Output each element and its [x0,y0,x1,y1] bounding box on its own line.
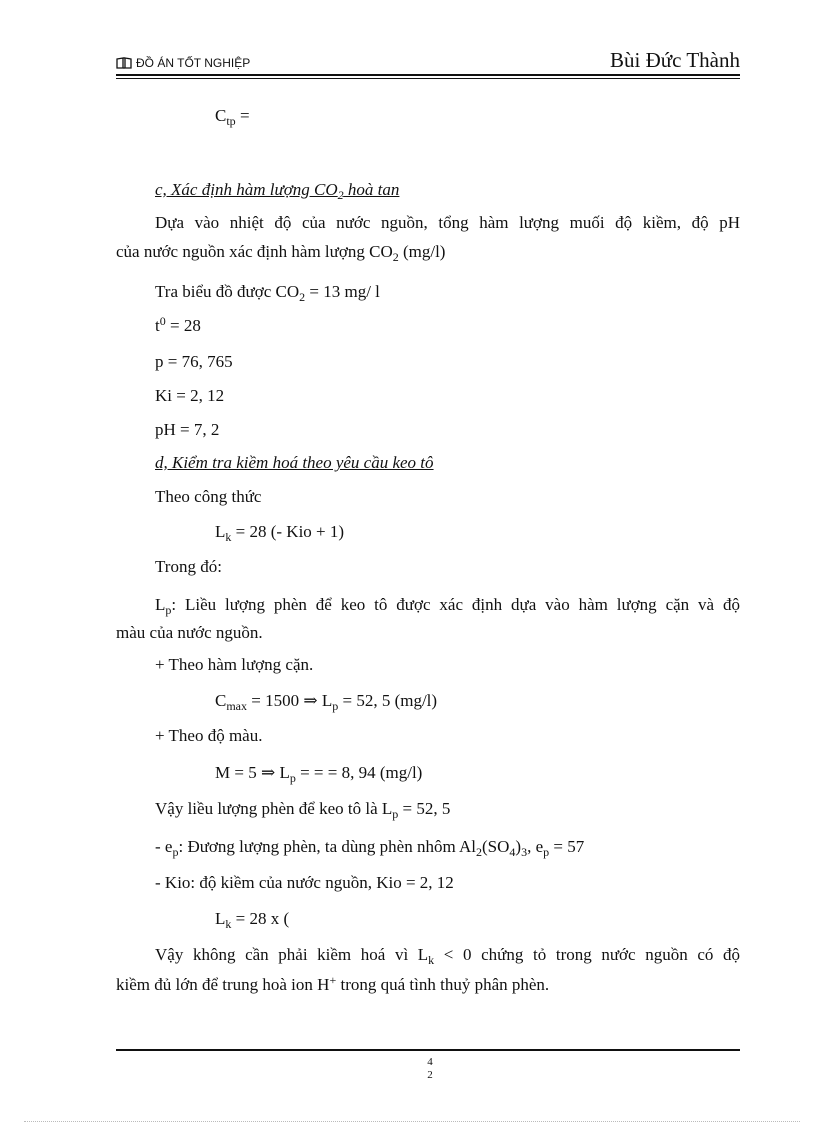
page-number-top: 4 [427,1056,433,1068]
lk-calc-line: $L_k = 28$ x ( [215,909,290,931]
page-edge-dots [24,1121,800,1122]
ph-line: pH = 7, 2 [155,420,220,439]
lp-desc-line1: $L_p$: Liều lượng phèn để keo tô được xác định dựa vào hàm lượng cặn và độ [155,595,740,617]
lp-desc-line2: màu của nước nguồn. [116,623,263,642]
tra-bieu-do-line: Tra biểu đồ được $CO_2 = 13$ mg/ l [155,282,380,304]
page-header [116,46,740,74]
ki-line: Ki = 2, 12 [155,386,225,405]
trong-do-line: Trong đó: [155,557,222,576]
cmax-line: $C_{max} = 1500$ ⇒ $L_p = 52$, 5 (mg/l) [215,691,438,713]
theo-do-mau-line: + Theo độ màu. [155,726,263,745]
t0-line: $t^0 = 28$ [155,314,201,335]
header-rule-thick [116,74,740,76]
page-number [420,1056,440,1082]
section-c-heading: c, Xác định hàm lượng $CO_2$ hoà tan [155,180,400,202]
para1-line2: của nước nguồn xác định hàm lượng $CO_2$ (mg/l) [116,242,446,264]
p-line: p = 76, 765 [155,352,233,371]
kio-line: - Kio: độ kiềm của nước nguồn, Kio = 2, 12 [155,873,454,892]
footer-rule [116,1049,740,1051]
m-equation: M = 5 ⇒ $L_p$ = = = 8, 94 (mg/l) [215,763,423,785]
header-left [116,56,250,70]
vay-lieu-luong-line: Vậy liều lượng phèn để keo tô là $L_p = 52$, 5 [155,799,451,821]
ep-line: - $e_p$: Đương lượng phèn, ta dùng phèn nhôm $Al_2(SO_4)_3$, $e_p = 57$ [155,837,585,859]
book-icon [116,57,132,69]
lk-formula: $L_k = 28$ (- Kio + 1) [215,522,345,544]
header-title: ĐỒ ÁN TỐT NGHIỆP [136,56,251,70]
section-d-heading: d, Kiểm tra kiềm hoá theo yêu cầu keo tô [155,453,434,472]
ctp-line: $C_{tp}$ = [215,106,250,128]
header-rule-thin [116,78,740,79]
page-number-bottom: 2 [427,1069,433,1081]
theo-ham-luong-line: + Theo hàm lượng cặn. [155,655,314,674]
theo-cong-thuc-line: Theo công thức [155,487,262,506]
conclusion-line1: Vậy không cần phải kiềm hoá vì $L_k < 0$ chứng tỏ trong nước nguồn có độ [155,945,741,967]
para1-line1: Dựa vào nhiệt độ của nước nguồn, tổng hàm lượng muối độ kiềm, độ pH [155,213,740,232]
conclusion-line2: kiềm đủ lớn để trung hoà ion H+ trong quá tình thuỷ phân phèn. [116,973,550,994]
header-author: Bùi Đức Thành [610,48,740,72]
